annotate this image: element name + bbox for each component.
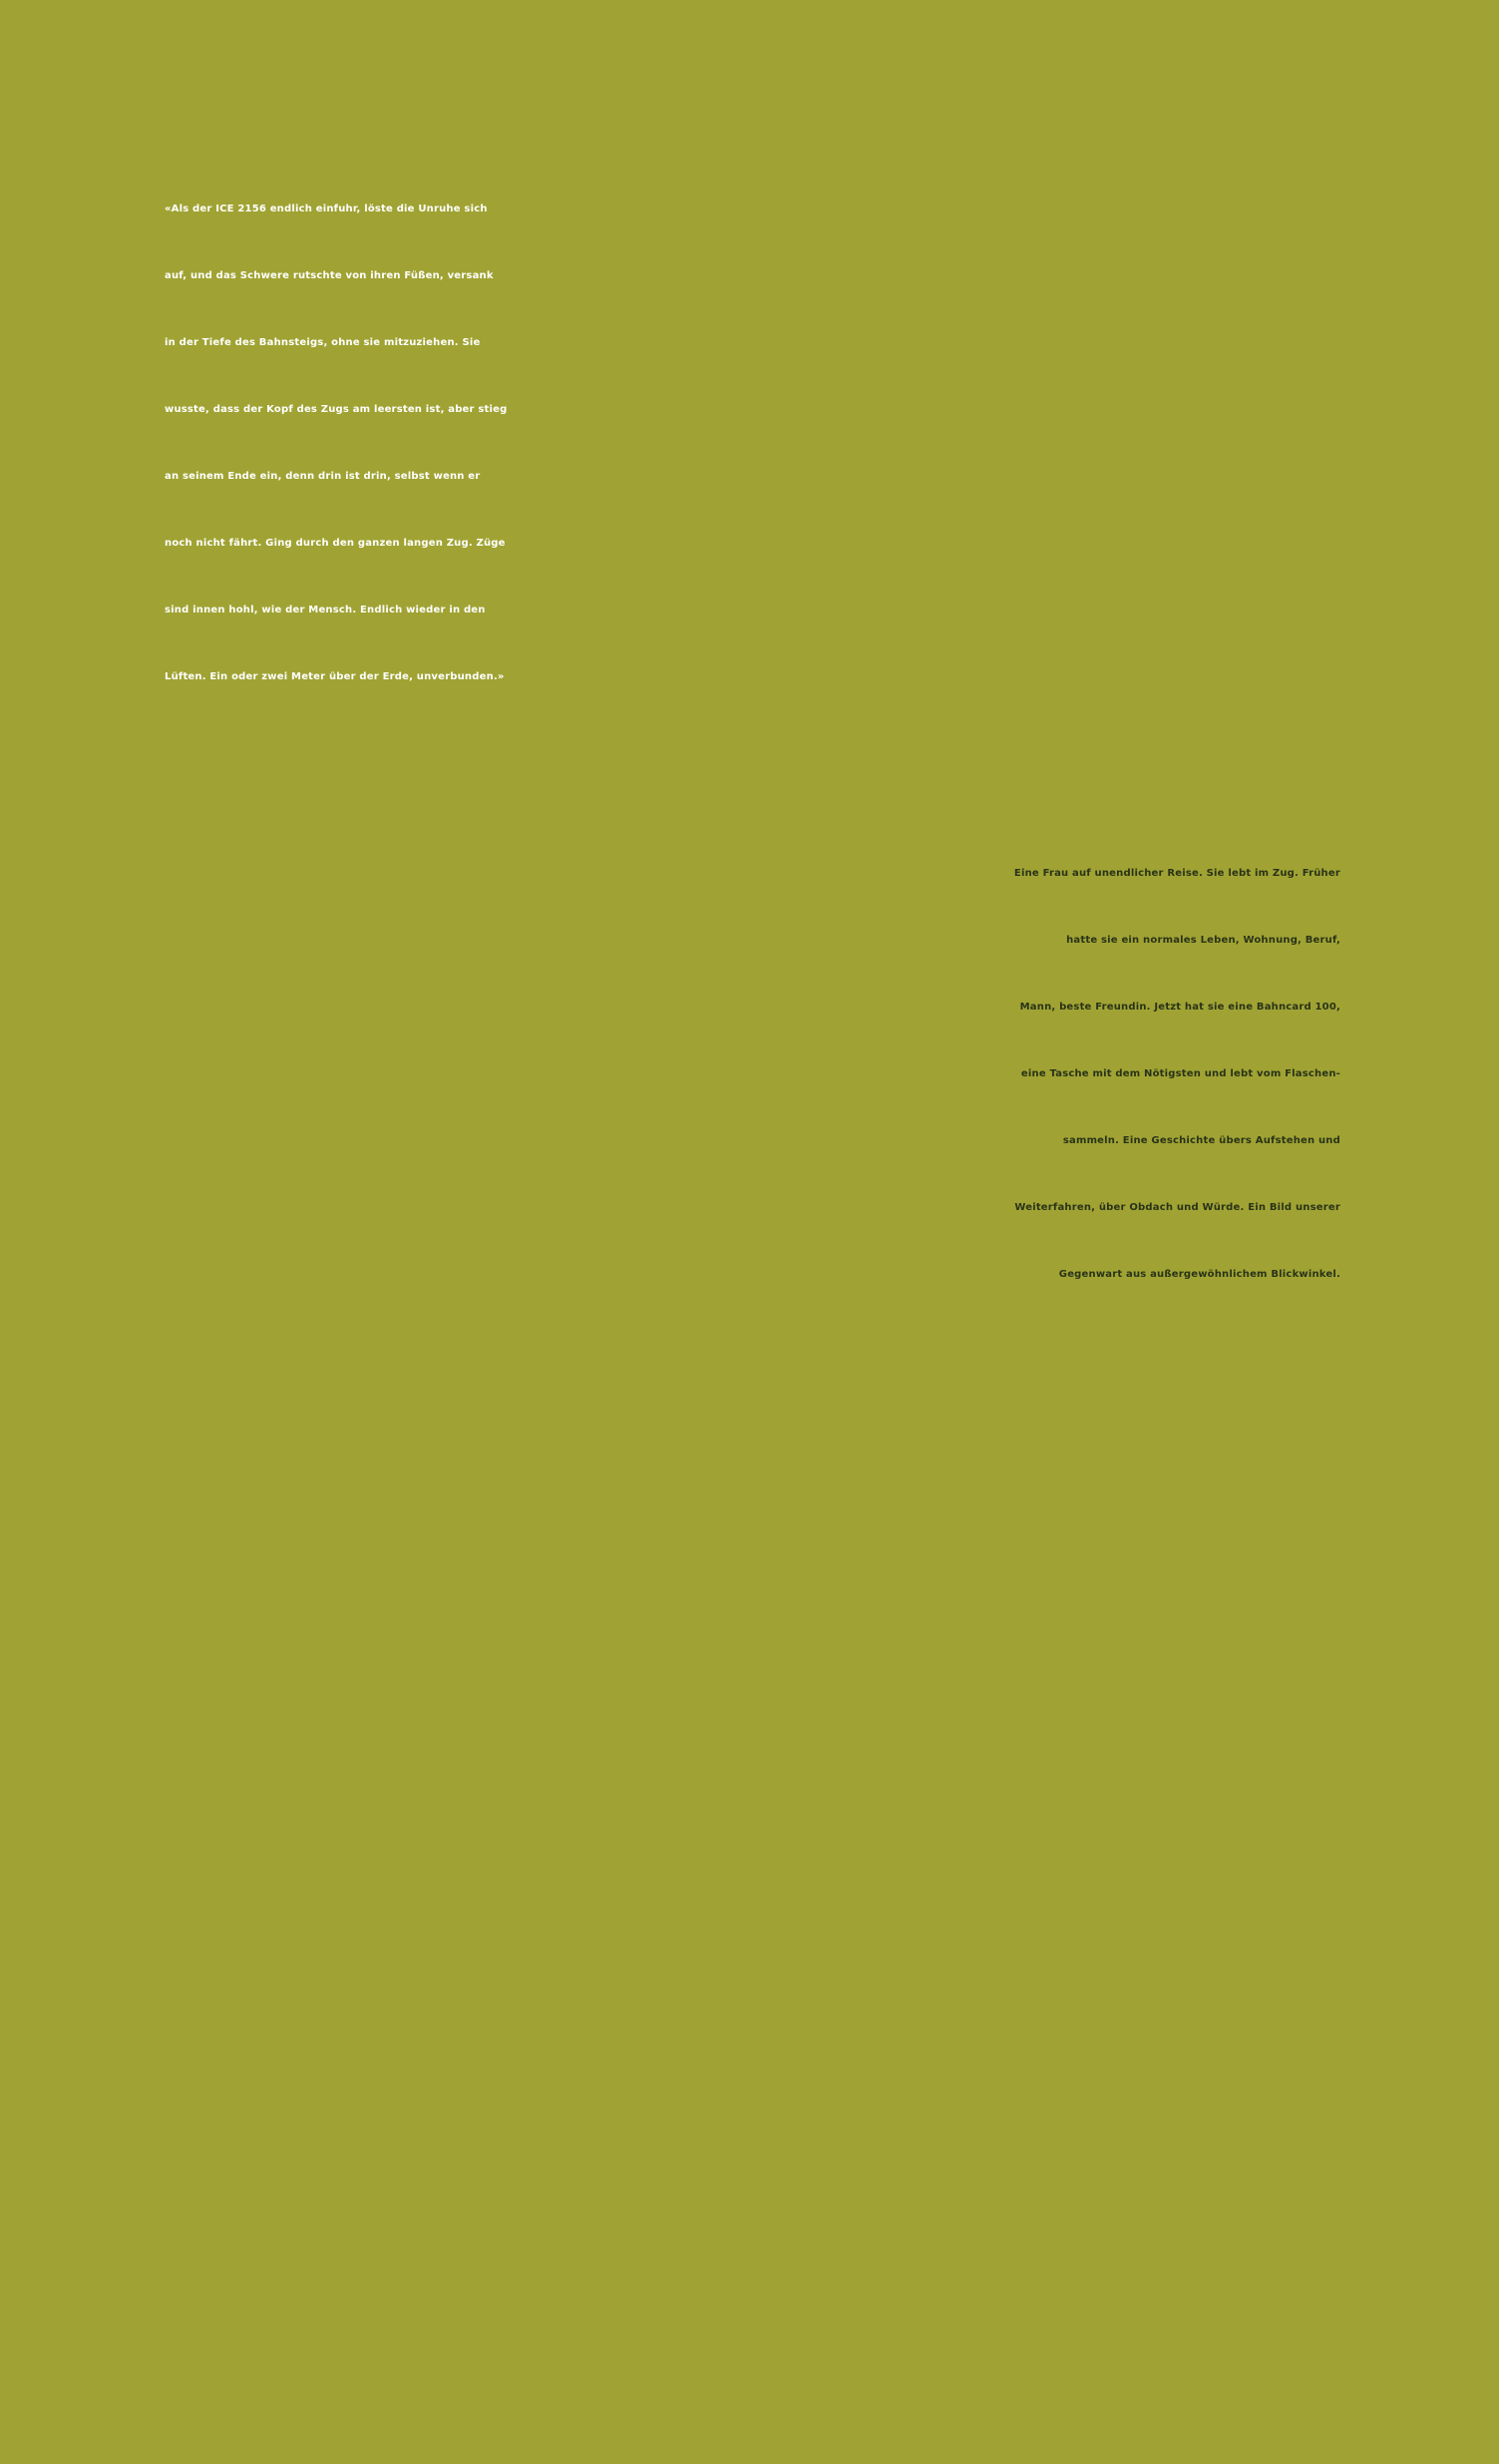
blurb-line: Eine Frau auf unendlicher Reise. Sie lebt im Zug. Früher — [1013, 868, 1340, 879]
quote-line: sind innen hohl, wie der Mensch. Endlich wieder in den — [165, 605, 486, 616]
quote-line: auf, und das Schwere rutschte von ihren Füßen, versank — [165, 270, 494, 281]
blurb-line: hatte sie ein normales Leben, Wohnung, Beruf, — [1066, 935, 1340, 946]
blurb-line: Mann, beste Freundin. Jetzt hat sie eine Bahncard 100, — [1019, 1002, 1340, 1013]
blurb-line: sammeln. Eine Geschichte übers Aufstehen und — [1062, 1135, 1340, 1146]
quote-line: Lüften. Ein oder zwei Meter über der Erde, unverbunden.» — [165, 671, 505, 682]
quote-line: wusste, dass der Kopf des Zugs am leersten ist, aber stieg — [165, 404, 508, 415]
quote-line: «Als der ICE 2156 endlich einfuhr, löste die Unruhe sich — [165, 204, 488, 214]
blurb-line: Weiterfahren, über Obdach und Würde. Ein Bild unserer — [1014, 1202, 1340, 1213]
blurb-line: Gegenwart aus außergewöhnlichem Blickwinkel. — [1058, 1269, 1340, 1280]
blurb-line: eine Tasche mit dem Nötigsten und lebt vom Flaschen- — [1020, 1068, 1340, 1079]
excerpt-quote — [165, 176, 1361, 710]
quote-line: in der Tiefe des Bahnsteigs, ohne sie mitzuziehen. Sie — [165, 337, 481, 348]
quote-line: an seinem Ende ein, denn drin ist drin, selbst wenn er — [165, 471, 481, 482]
book-blurb — [144, 840, 1340, 1308]
quote-line: noch nicht fährt. Ging durch den ganzen langen Zug. Züge — [165, 538, 506, 549]
